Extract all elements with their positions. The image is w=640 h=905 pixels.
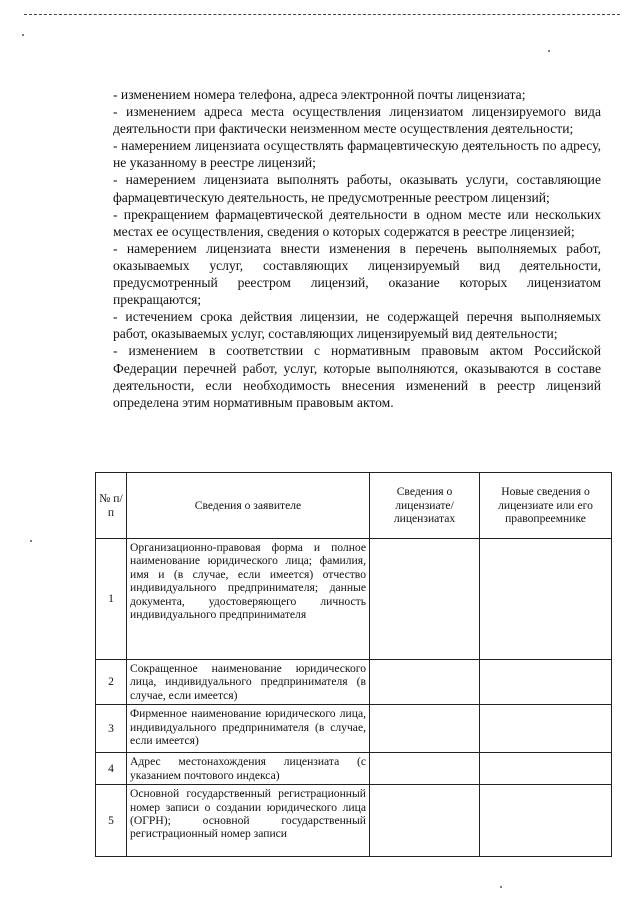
new-info-cell (480, 705, 612, 753)
table-row (96, 753, 612, 785)
header-applicant: Сведения о заявителе (127, 473, 370, 539)
scan-speck (30, 540, 32, 542)
row-description: Основной государственный регистрационный номер записи о создании юридического лица (ОГРН); основной государственный регистрационный номер записи (127, 785, 370, 857)
list-item: - истечением срока действия лицензии, не содержащей перечня выполняемых работ, оказываемых услуг, составляющих лицензируемый вид деятельности; (113, 309, 601, 342)
row-description: Фирменное наименование юридического лица, индивидуального предпринимателя (в случае, если имеется) (127, 705, 370, 753)
header-num: № п/п (96, 473, 127, 539)
table-header-row (96, 473, 612, 539)
table-row (96, 660, 612, 705)
row-number: 5 (96, 785, 127, 857)
licensee-cell (370, 705, 480, 753)
row-number: 2 (96, 660, 127, 705)
scan-speck (22, 34, 24, 36)
table-row (96, 785, 612, 857)
table-row (96, 539, 612, 660)
scan-speck (500, 886, 502, 888)
list-item: - намерением лицензиата внести изменения в перечень выполняемых работ, оказываемых услуг, составляющих лицензируемый вид деятельности, предусмотренный реестром лицензий, оказание которых лицензиатом прекращаются; (113, 240, 601, 308)
header-new-info: Новые сведения о лицензиате или его правопреемнике (480, 473, 612, 539)
licensee-cell (370, 753, 480, 785)
licensee-cell (370, 785, 480, 857)
list-item: - прекращением фармацевтической деятельности в одном месте или нескольких местах ее осуществления, сведения о которых содержатся в реестре лицензией; (113, 206, 601, 239)
row-number: 3 (96, 705, 127, 753)
list-item: - изменением адреса места осуществления лицензиатом лицензируемого вида деятельности при фактически неизменном месте осуществления деятельности; (113, 104, 601, 137)
row-description: Сокращенное наименование юридического лица, индивидуального предпринимателя (в случае, если имеется) (127, 660, 370, 705)
licensee-cell (370, 660, 480, 705)
row-description: Организационно-правовая форма и полное наименование юридического лица; фамилия, имя и (в случае, если имеется) отчество индивидуального предпринимателя; данные документа, удостоверяющего личность индивидуального предпринимателя (127, 539, 370, 660)
top-border-line (24, 14, 620, 15)
new-info-cell (480, 785, 612, 857)
new-info-cell (480, 539, 612, 660)
list-item: - изменением в соответствии с нормативным правовым актом Российской Федерации перечней работ, услуг, которые выполняются, оказываются в составе деятельности, если необходимость внесения изменений в реестр лицензий определена этим нормативным правовым актом. (113, 343, 601, 410)
licensee-cell (370, 539, 480, 660)
list-item: - намерением лицензиата осуществлять фармацевтическую деятельность по адресу, не указанному в реестре лицензий; (113, 138, 601, 171)
change-reasons-list (113, 86, 601, 411)
list-item: - намерением лицензиата выполнять работы, оказывать услуги, составляющие фармацевтическую деятельность, не предусмотренные реестром лицензий; (113, 172, 601, 205)
header-licensee: Сведения о лицензиате/ лицензиатах (370, 473, 480, 539)
row-description: Адрес местонахождения лицензиата (с указанием почтового индекса) (127, 753, 370, 785)
row-number: 1 (96, 539, 127, 660)
row-number: 4 (96, 753, 127, 785)
new-info-cell (480, 753, 612, 785)
table-row (96, 705, 612, 753)
new-info-cell (480, 660, 612, 705)
list-item: - изменением номера телефона, адреса электронной почты лицензиата; (113, 87, 526, 102)
applicant-info-table (95, 472, 612, 857)
scan-speck (548, 50, 550, 52)
